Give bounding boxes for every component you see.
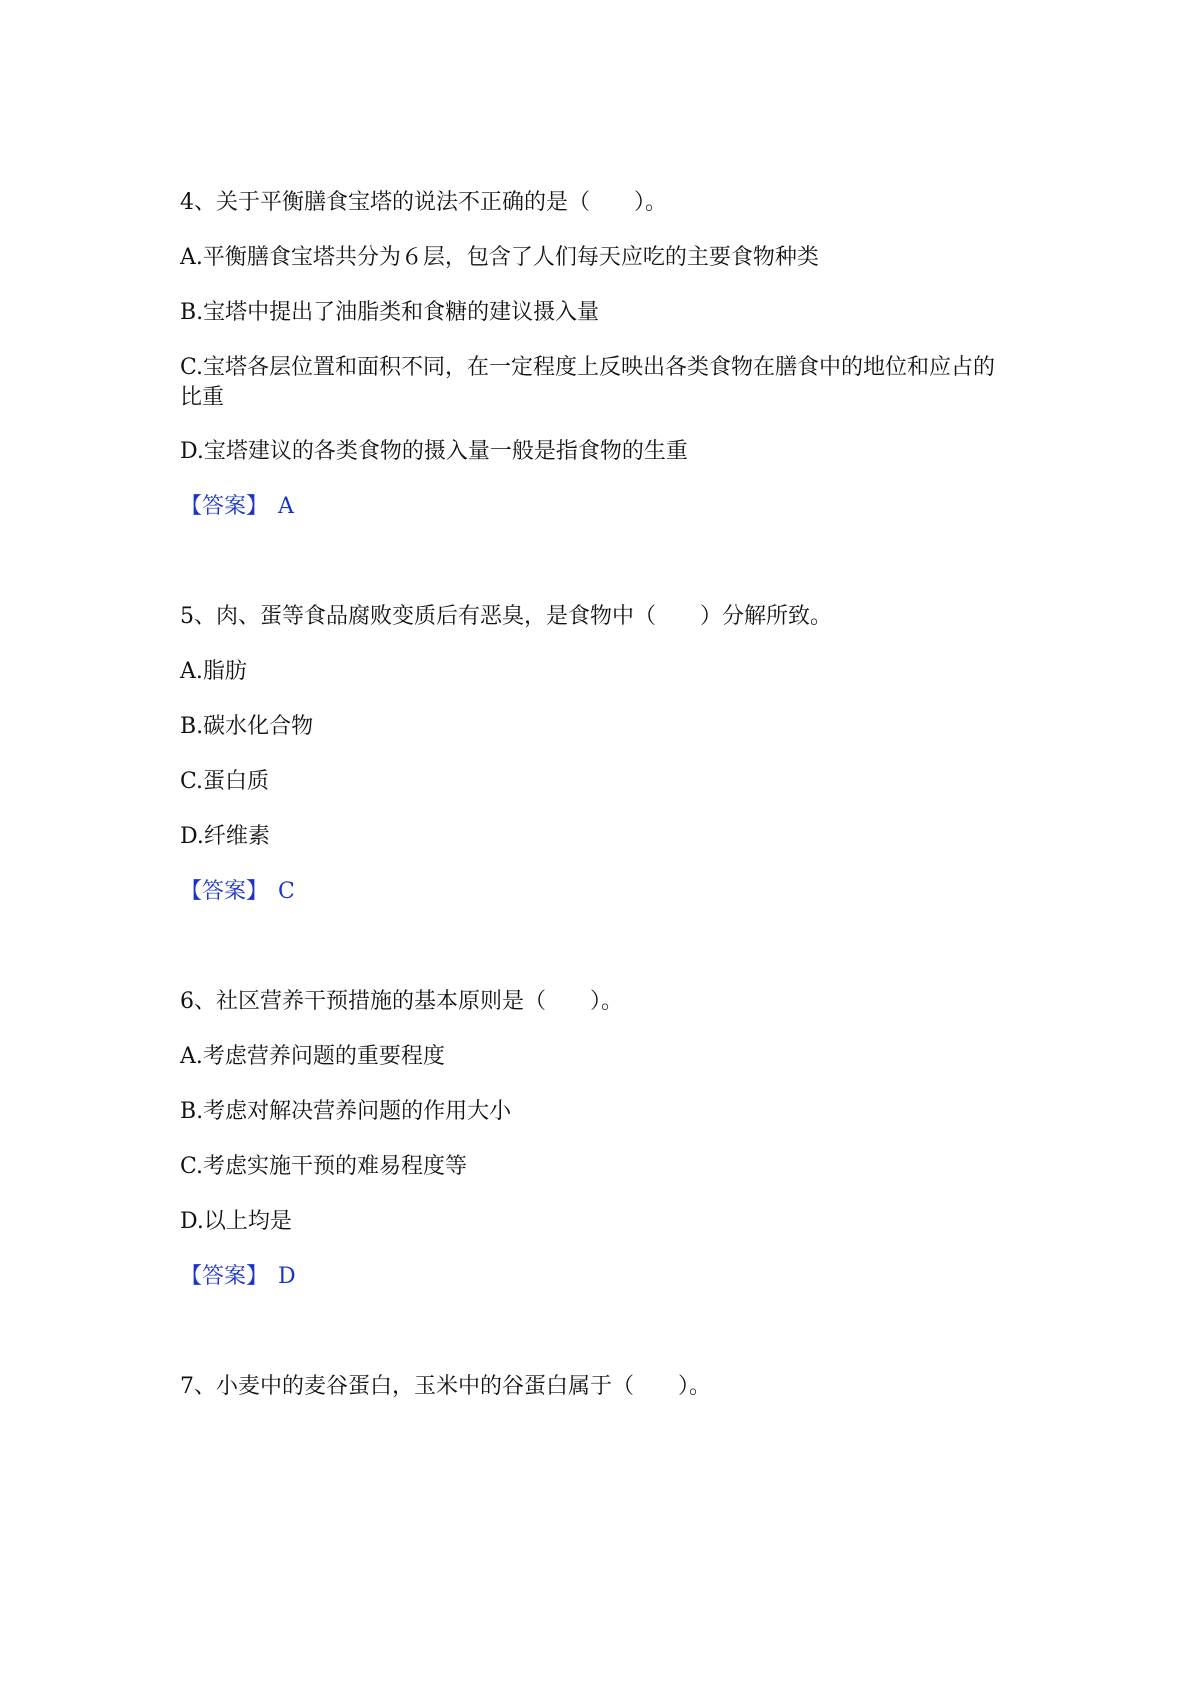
answer-value: C bbox=[278, 879, 295, 904]
answer-label: 【答案】 bbox=[180, 1264, 269, 1289]
question-5-option-d: D.纤维素 bbox=[180, 824, 270, 849]
question-7-stem: 7、小麦中的麦谷蛋白，玉米中的谷蛋白属于（ ）。 bbox=[180, 1374, 711, 1399]
question-6-answer bbox=[180, 1262, 296, 1292]
question-5-stem: 5、肉、蛋等食品腐败变质后有恶臭，是食物中（ ）分解所致。 bbox=[180, 604, 832, 629]
question-4-answer bbox=[180, 492, 294, 522]
question-5-option-a: A.脂肪 bbox=[180, 659, 247, 684]
answer-label: 【答案】 bbox=[180, 879, 269, 904]
question-4-stem: 4、关于平衡膳食宝塔的说法不正确的是（ ）。 bbox=[180, 190, 667, 215]
answer-value: D bbox=[278, 1264, 296, 1289]
answer-value: A bbox=[278, 494, 294, 519]
question-6-option-d: D.以上均是 bbox=[180, 1209, 292, 1234]
question-6-stem: 6、社区营养干预措施的基本原则是（ ）。 bbox=[180, 989, 623, 1014]
question-4-option-c: C.宝塔各层位置和面积不同，在一定程度上反映出各类食物在膳食中的地位和应占的比重 bbox=[180, 355, 996, 410]
question-6-option-c: C.考虑实施干预的难易程度等 bbox=[180, 1154, 468, 1179]
question-5-answer bbox=[180, 877, 295, 907]
question-5-option-b: B.碳水化合物 bbox=[180, 714, 314, 739]
question-5-option-c: C.蛋白质 bbox=[180, 769, 270, 794]
answer-label: 【答案】 bbox=[180, 494, 269, 519]
question-6-option-b: B.考虑对解决营养问题的作用大小 bbox=[180, 1099, 512, 1124]
question-4-option-a: A.平衡膳食宝塔共分为６层，包含了人们每天应吃的主要食物种类 bbox=[180, 245, 819, 270]
question-4-option-b: B.宝塔中提出了油脂类和食糖的建议摄入量 bbox=[180, 300, 600, 325]
question-4-option-d: D.宝塔建议的各类食物的摄入量一般是指食物的生重 bbox=[180, 439, 688, 464]
question-6-option-a: A.考虑营养问题的重要程度 bbox=[180, 1044, 445, 1069]
